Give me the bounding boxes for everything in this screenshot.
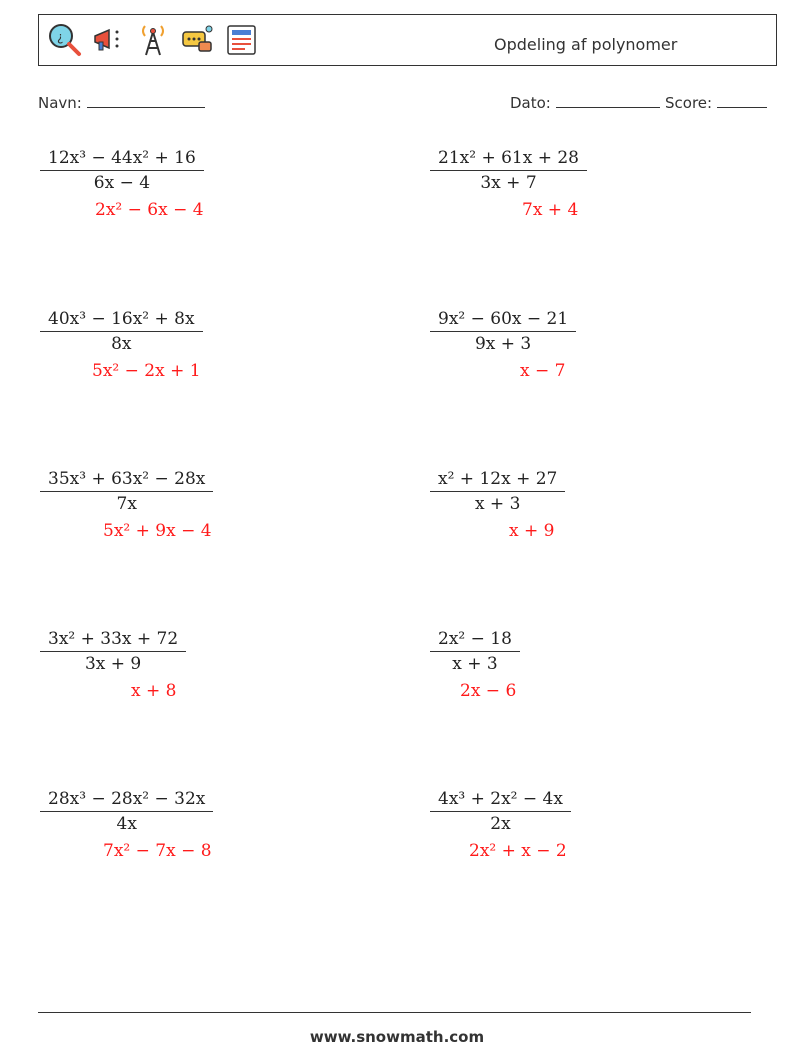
footer-url[interactable]: www.snowmath.com xyxy=(309,1028,485,1046)
score-blank[interactable] xyxy=(717,93,767,108)
problem-8 xyxy=(430,629,520,701)
date-blank[interactable] xyxy=(556,93,660,108)
denominator: 9x + 3 xyxy=(474,334,532,354)
problem-2 xyxy=(430,148,587,220)
problem-6 xyxy=(430,469,565,541)
denominator: 8x xyxy=(111,334,132,354)
score-field xyxy=(665,93,767,112)
numerator: x² + 12x + 27 xyxy=(430,469,565,492)
numerator: 40x³ − 16x² + 8x xyxy=(40,309,203,332)
answer: 5x² − 2x + 1 xyxy=(92,361,201,381)
header-box xyxy=(38,14,777,66)
numerator: 3x² + 33x + 72 xyxy=(40,629,186,652)
answer: 2x² + x − 2 xyxy=(469,841,567,861)
score-label: Score: xyxy=(665,94,713,112)
answer: 7x + 4 xyxy=(522,200,579,220)
name-blank[interactable] xyxy=(87,93,205,108)
denominator: 3x + 9 xyxy=(84,654,142,674)
problem-3 xyxy=(40,309,203,381)
answer: 7x² − 7x − 8 xyxy=(103,841,212,861)
denominator: 7x xyxy=(116,494,137,514)
date-label: Dato: xyxy=(510,94,551,112)
numerator: 21x² + 61x + 28 xyxy=(430,148,587,171)
answer: 2x − 6 xyxy=(460,681,517,701)
numerator: 9x² − 60x − 21 xyxy=(430,309,576,332)
date-field xyxy=(510,93,660,112)
problem-10 xyxy=(430,789,571,861)
chat-icon xyxy=(179,22,215,58)
header-icons xyxy=(47,20,259,60)
numerator: 2x² − 18 xyxy=(430,629,520,652)
footer-divider xyxy=(38,1012,751,1013)
numerator: 28x³ − 28x² − 32x xyxy=(40,789,213,812)
denominator: 6x − 4 xyxy=(93,173,151,193)
denominator: 2x xyxy=(490,814,511,834)
answer: 5x² + 9x − 4 xyxy=(103,521,212,541)
newspaper-icon xyxy=(223,22,259,58)
problem-4 xyxy=(430,309,576,381)
megaphone-icon xyxy=(91,22,127,58)
denominator: x + 3 xyxy=(474,494,521,514)
answer: x + 8 xyxy=(131,681,177,701)
magnifier-icon xyxy=(47,22,83,58)
name-field xyxy=(38,93,205,112)
denominator: 4x xyxy=(116,814,137,834)
problem-9 xyxy=(40,789,213,861)
name-label: Navn: xyxy=(38,94,82,112)
answer: x + 9 xyxy=(509,521,555,541)
numerator: 4x³ + 2x² − 4x xyxy=(430,789,571,812)
page-title: Opdeling af polynomer xyxy=(494,35,678,54)
answer: x − 7 xyxy=(520,361,566,381)
problem-1 xyxy=(40,148,204,220)
denominator: x + 3 xyxy=(452,654,498,674)
denominator: 3x + 7 xyxy=(480,173,537,193)
numerator: 12x³ − 44x² + 16 xyxy=(40,148,204,171)
svg-text:¿: ¿ xyxy=(57,30,64,44)
answer: 2x² − 6x − 4 xyxy=(95,200,204,220)
problem-7 xyxy=(40,629,186,701)
numerator: 35x³ + 63x² − 28x xyxy=(40,469,213,492)
problem-5 xyxy=(40,469,213,541)
antenna-icon xyxy=(135,22,171,58)
